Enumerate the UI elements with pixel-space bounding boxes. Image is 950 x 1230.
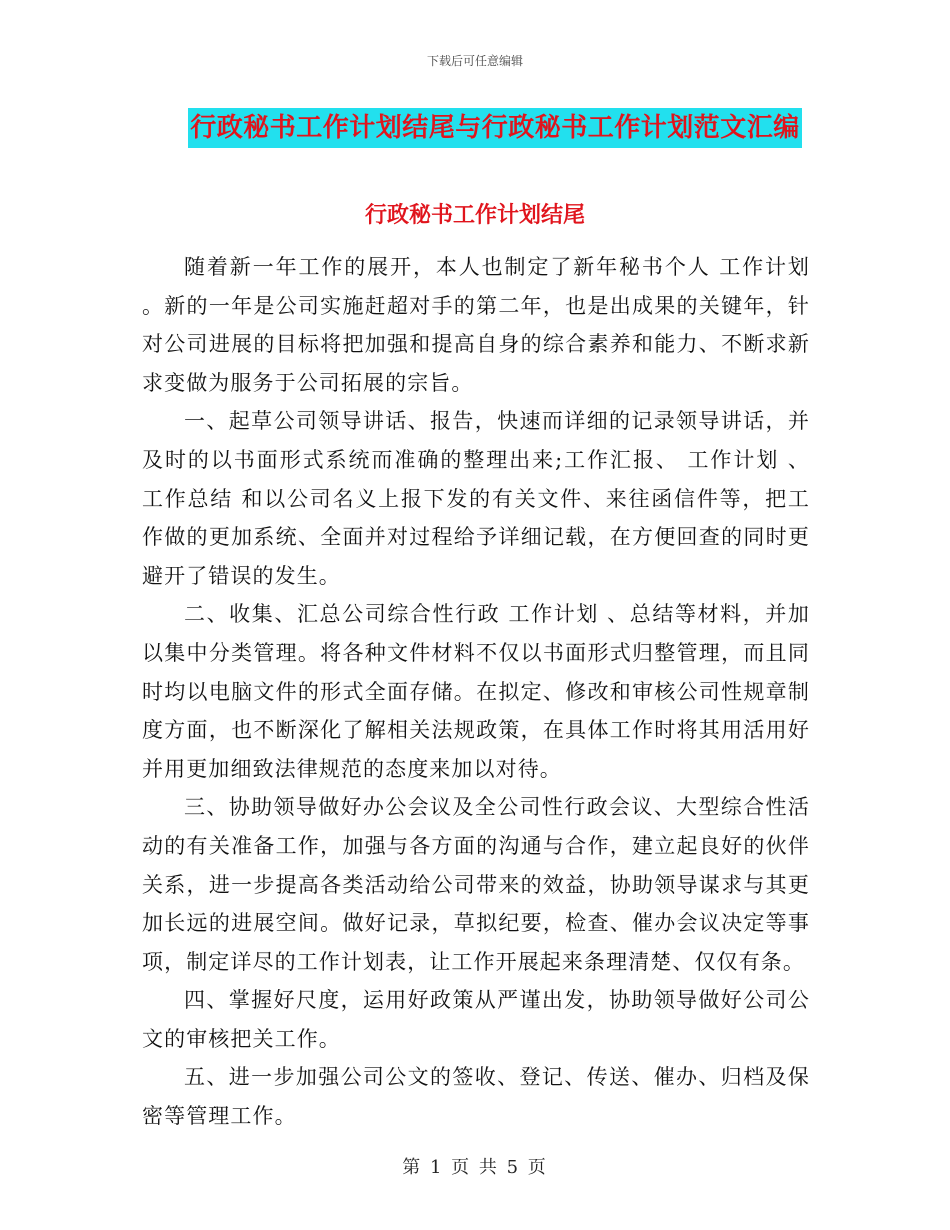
main-title-container — [0, 108, 950, 148]
body-text — [142, 248, 810, 1136]
section-title: 行政秘书工作计划结尾 — [364, 203, 585, 228]
paragraph-item-2: 二、收集、汇总公司综合性行政 工作计划 、总结等材料，并加以集中分类管理。将各种文件材料不仅以书面形式归整管理，而且同时均以电脑文件的形式全面存储。在拟定、修改和审核公司性规章制度方面，也不断深化了解相关法规政策，在具体工作时将其用活用好并用更加细致法律规范的态度来加以对待。 — [142, 602, 810, 781]
paragraph-item-5: 五、进一步加强公司公文的签收、登记、传送、催办、归档及保密等管理工作。 — [142, 1065, 810, 1129]
main-title: 行政秘书工作计划结尾与行政秘书工作计划范文汇编 — [188, 108, 802, 148]
page-number: 第 1 页 共 5 页 — [402, 1157, 548, 1178]
paragraph-intro: 随着新一年工作的展开，本人也制定了新年秘书个人 工作计划 。新的一年是公司实施赶超对手的第二年，也是出成果的关键年，针对公司进展的目标将把加强和提高自身的综合素养和能力、不断求新求变做为服务于公司拓展的宗旨。 — [142, 255, 810, 395]
page-header-note: 下载后可任意编辑 — [426, 54, 523, 68]
paragraph-item-4: 四、掌握好尺度，运用好政策从严谨出发，协助领导做好公司公文的审核把关工作。 — [142, 988, 810, 1051]
paragraph-item-1: 一、起草公司领导讲话、报告，快速而详细的记录领导讲话，并及时的以书面形式系统而准确的整理出来;工作汇报、 工作计划 、 工作总结 和以公司名义上报下发的有关文件、来往函信件等，把工作做的更加系统、全面并对过程给予详细记载，在方便回查的同时更避开了错误的发生。 — [142, 409, 810, 588]
paragraph-item-3: 三、协助领导做好办公会议及全公司性行政会议、大型综合性活动的有关准备工作，加强与各方面的沟通与合作，建立起良好的伙伴关系，进一步提高各类活动给公司带来的效益，协助领导谋求与其更加长远的进展空间。做好记录，草拟纪要，检查、催办会议决定等事项，制定详尽的工作计划表，让工作开展起来条理清楚、仅仅有条。 — [142, 795, 810, 974]
